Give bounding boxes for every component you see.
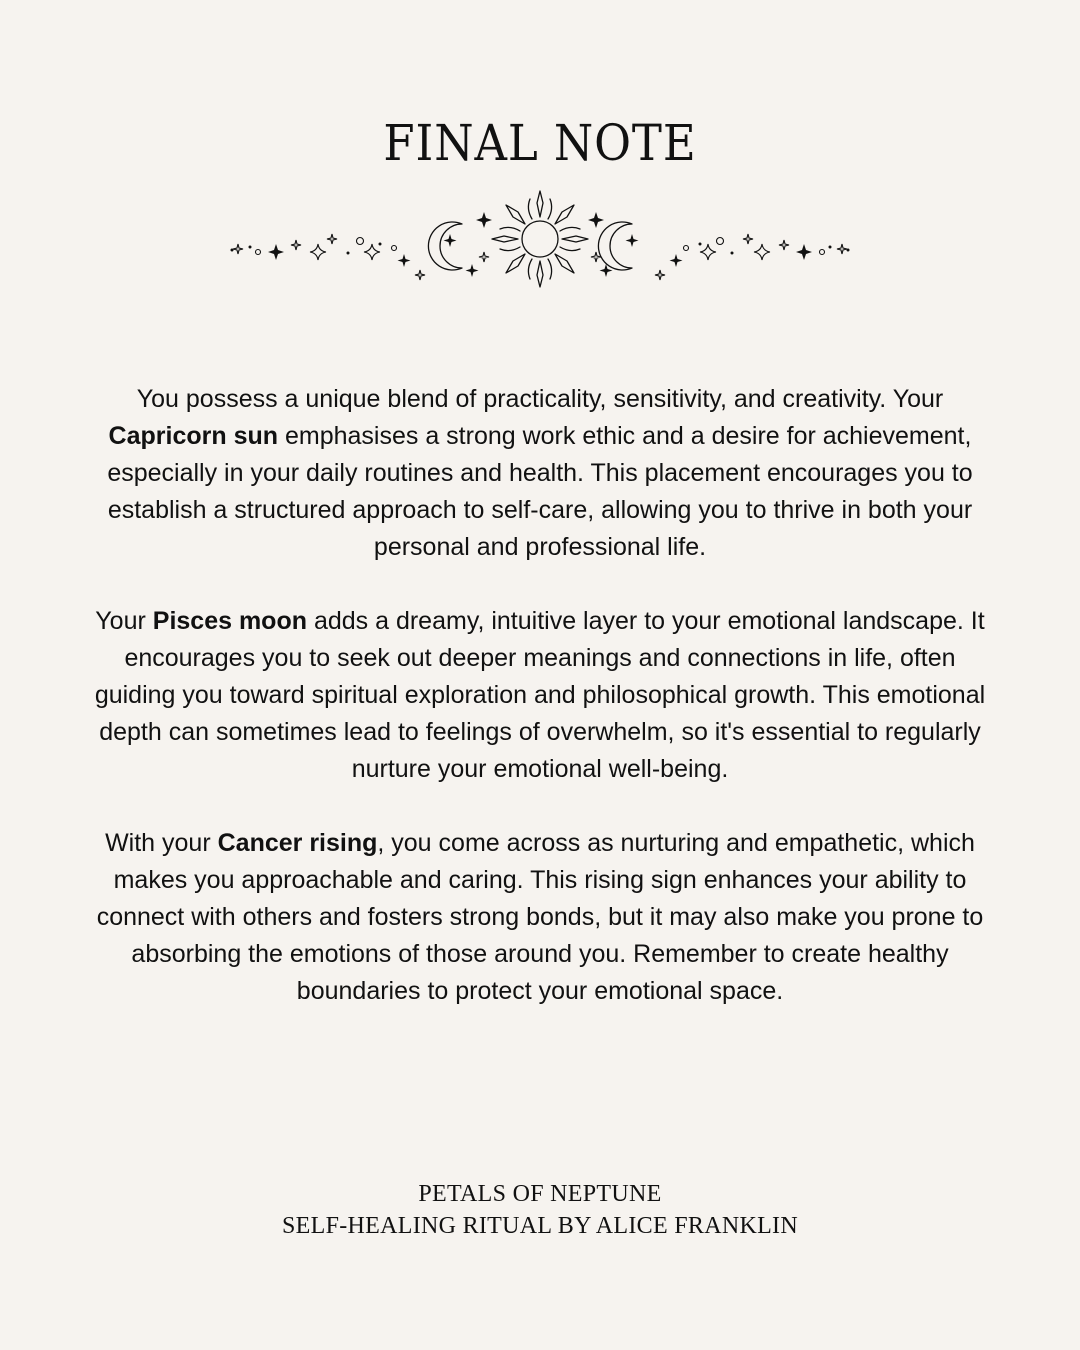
paragraph-text: Your xyxy=(95,607,153,635)
sparkle-icon xyxy=(327,234,337,244)
crescent-moon-icon xyxy=(428,222,462,270)
placement-highlight: Cancer rising xyxy=(217,829,378,857)
star-icon xyxy=(670,254,683,267)
footer-credit xyxy=(0,1178,1080,1242)
sparkle-icon xyxy=(655,270,665,280)
paragraph-text: adds a dreamy, intuitive layer to your emotional landscape. It encourages you to seek out deeper meanings and connections in life, often guiding you toward spiritual exploration and philosophical growth. This emotional depth can sometimes lead to feelings of overwhelm, so it's essential to regularly nurture your emotional well-being. xyxy=(94,607,986,783)
star-icon xyxy=(476,212,492,228)
crescent-moon-icon xyxy=(598,222,632,270)
paragraph-cancer-rising xyxy=(90,825,990,1010)
placement-highlight: Pisces moon xyxy=(152,607,307,635)
paragraph-text: You possess a unique blend of practicality, sensitivity, and creativity. Your xyxy=(136,385,944,413)
sun-icon xyxy=(492,191,588,287)
sparkle-icon xyxy=(743,234,753,244)
paragraph-pisces-moon xyxy=(90,603,990,788)
sparkle-icon xyxy=(233,244,243,254)
sparkle-icon xyxy=(291,240,301,250)
paragraph-capricorn-sun xyxy=(90,381,990,566)
star-icon xyxy=(626,234,639,247)
celestial-ornament xyxy=(220,186,860,296)
final-note-body xyxy=(90,381,990,1047)
sparkle-icon xyxy=(310,244,326,260)
paragraph-text: With your xyxy=(105,829,218,857)
sparkle-icon xyxy=(364,244,380,260)
footer-brand: PETALS OF NEPTUNE xyxy=(418,1181,662,1207)
star-icon xyxy=(466,264,479,277)
star-icon xyxy=(268,244,284,260)
paragraph-text: emphasises a strong work ethic and a desire for achievement, especially in your daily routines and health. This placement encourages you to establish a structured approach to self-care, allowing you to thrive in both your personal and professional life. xyxy=(107,422,973,561)
star-icon xyxy=(444,234,457,247)
star-icon xyxy=(796,244,812,260)
star-icon xyxy=(398,254,411,267)
paragraph-text: , you come across as nurturing and empathetic, which makes you approachable and caring. This rising sign enhances your ability to connect with others and fosters strong bonds, but it may also make you prone to absorbing the emotions of those around you. Remember to create healthy boundaries to protect your emotional space. xyxy=(96,829,984,1005)
sparkle-icon xyxy=(754,244,770,260)
footer-author: SELF-HEALING RITUAL BY ALICE FRANKLIN xyxy=(282,1213,798,1239)
star-icon xyxy=(588,212,604,228)
page-title: FINAL NOTE xyxy=(383,114,697,172)
star-icon xyxy=(600,264,613,277)
sparkle-icon xyxy=(779,240,789,250)
sparkle-icon xyxy=(837,244,847,254)
placement-highlight: Capricorn sun xyxy=(108,422,279,450)
sparkle-icon xyxy=(700,244,716,260)
sparkle-icon xyxy=(415,270,425,280)
sparkle-icon xyxy=(479,252,489,262)
